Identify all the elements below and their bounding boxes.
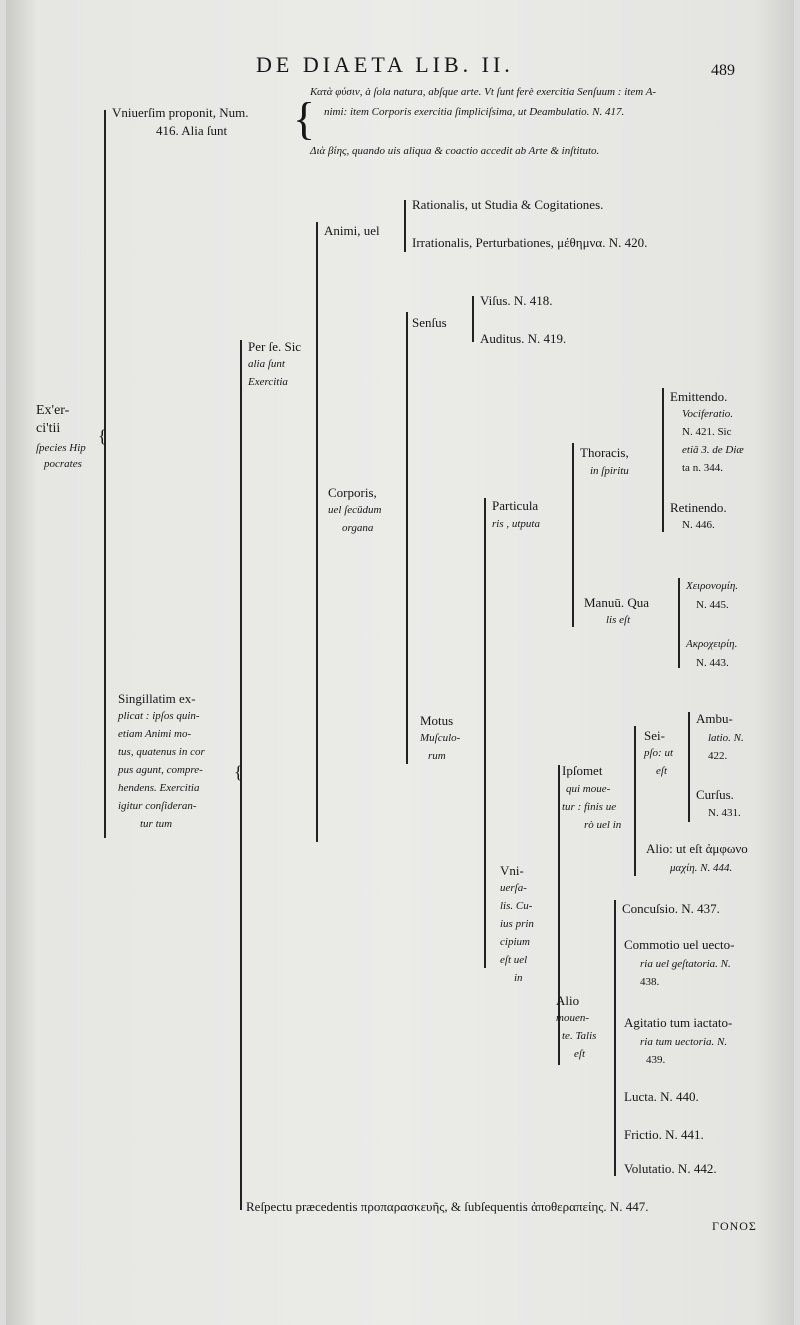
akrocheirie-2: N. 443. bbox=[696, 657, 729, 669]
corporis-l3: organa bbox=[342, 522, 374, 534]
per-se-l1: Per ſe. Sic bbox=[248, 339, 302, 354]
sensus-bracket bbox=[472, 296, 474, 342]
agitatio-1: Agitatio tum iactato- bbox=[624, 1015, 733, 1030]
alio-ut-2: μαχίη. N. 444. bbox=[670, 862, 733, 874]
particularis-l2: ris , utputa bbox=[492, 518, 540, 530]
seipso-bracket bbox=[688, 712, 690, 822]
cursus-2: N. 431. bbox=[708, 807, 741, 819]
agitatio-2: ria tum uectoria. N. bbox=[640, 1036, 728, 1048]
universim-line2: 416. Alia ſunt bbox=[156, 123, 228, 138]
animi-label: Animi, uel bbox=[324, 223, 380, 238]
alio-mouente-l2: mouen- bbox=[556, 1012, 589, 1024]
singillatim-l8: tur tum bbox=[140, 818, 173, 830]
universalis-l4: ius prin bbox=[500, 918, 534, 930]
ambulatio-2: latio. N. bbox=[708, 732, 744, 744]
alio-mouente-bracket bbox=[614, 900, 616, 1176]
singillatim-l5: pus agunt, compre- bbox=[118, 764, 203, 776]
emittendo-1: Emittendo. bbox=[670, 389, 728, 404]
particularis-l1: Particula bbox=[492, 498, 539, 513]
commotio-1: Commotio uel uecto- bbox=[624, 937, 735, 952]
alio-ut-1: Alio: ut eſt ἀμφωνο bbox=[646, 841, 748, 856]
chironomie-1: Χειρονομίη. bbox=[686, 580, 739, 592]
emittendo-5: ta n. 344. bbox=[682, 462, 723, 474]
corporis-l2: uel ſecūdum bbox=[328, 504, 382, 516]
alio-mouente-l4: eſt bbox=[574, 1048, 585, 1060]
root-line3: ſpecies Hip bbox=[36, 442, 86, 454]
particularis-bracket bbox=[572, 443, 574, 627]
page-number: 489 bbox=[711, 62, 735, 79]
universalis-l5: cipium bbox=[500, 936, 530, 948]
chironomie-2: N. 445. bbox=[696, 599, 729, 611]
seipso-l1: Sei- bbox=[644, 728, 665, 743]
universalis-l1: Vni- bbox=[500, 863, 524, 878]
singillatim-l3: etiam Animi mo- bbox=[118, 728, 192, 740]
thoracis-l2: in ſpiritu bbox=[590, 465, 629, 477]
universalis-l3: lis. Cu- bbox=[500, 900, 533, 912]
kata-physin-line1: Κατὰ φύσιν, à ſola natura, abſque arte. Vt ſunt ferè exercitia Senſuum : item A- bbox=[310, 86, 657, 98]
manuum-l2: lis eſt bbox=[606, 614, 631, 626]
per-se-l2: alia ſunt bbox=[248, 358, 285, 370]
alio-mouente-l3: te. Talis bbox=[562, 1030, 597, 1042]
per-se-l3: Exercitia bbox=[248, 376, 288, 388]
lucta: Lucta. N. 440. bbox=[624, 1089, 699, 1104]
retinendo-1: Retinendo. bbox=[670, 500, 727, 515]
universalis-l7: in bbox=[514, 972, 523, 984]
thoracis-bracket bbox=[662, 388, 664, 532]
catchword: ΓΟΝΟΣ bbox=[712, 1219, 757, 1233]
universalis-l6: eſt uel bbox=[500, 954, 528, 966]
ambulatio-3: 422. bbox=[708, 750, 728, 762]
universim-line1: Vniuerſim proponit, Num. bbox=[112, 105, 249, 120]
root-line4: pocrates bbox=[44, 458, 82, 470]
per-se-bracket bbox=[316, 222, 318, 842]
sensus-label: Senſus bbox=[412, 315, 447, 330]
motus-l2: Muſculo- bbox=[420, 732, 461, 744]
cursus-1: Curſus. bbox=[696, 787, 734, 802]
commotio-2: ria uel geſtatoria. N. bbox=[640, 958, 731, 970]
ipsomet-l4: rò uel in bbox=[584, 819, 622, 831]
akrocheirie-1: Ακροχειρίη. bbox=[686, 638, 738, 650]
motus-l3: rum bbox=[428, 750, 446, 762]
running-title: DE DIAETA LIB. II. bbox=[256, 52, 514, 77]
root-bracket-point: { bbox=[98, 426, 107, 446]
alio-mouente-l1: Alio bbox=[556, 993, 580, 1008]
sensus-auditus: Auditus. N. 419. bbox=[480, 331, 567, 346]
singillatim-l4: tus, quatenus in cor bbox=[118, 746, 205, 758]
animi-irrationalis: Irrationalis, Perturbationes, μέθημνα. N. 420. bbox=[412, 235, 648, 250]
root-bracket bbox=[104, 110, 106, 838]
ipsomet-l3: tur : finis ue bbox=[562, 801, 617, 813]
seipso-l2: pſo: ut bbox=[644, 747, 674, 759]
universalis-l2: uerſa- bbox=[500, 882, 527, 894]
respectu-line: Reſpectu præcedentis προπαρασκευῆς, & ſubſequentis ἀποθεραπείης. N. 447. bbox=[246, 1199, 649, 1214]
corporis-bracket bbox=[406, 312, 408, 764]
singillatim-l1: Singillatim ex- bbox=[118, 691, 196, 706]
universim-brace: { bbox=[293, 93, 316, 144]
dia-bies-line: Διὰ βίης, quando uis aliqua & coactio accedit ab Arte & inſtituto. bbox=[310, 145, 600, 157]
emittendo-2: Vociferatio. bbox=[682, 408, 734, 420]
agitatio-3: 439. bbox=[646, 1054, 666, 1066]
singillatim-bracket-point: { bbox=[234, 762, 243, 782]
singillatim-l2: plicat : ipſos quin- bbox=[118, 710, 200, 722]
commotio-3: 438. bbox=[640, 976, 660, 988]
frictio: Frictio. N. 441. bbox=[624, 1127, 704, 1142]
ambulatio-1: Ambu- bbox=[696, 711, 733, 726]
animi-bracket bbox=[404, 200, 406, 252]
motus-l1: Motus bbox=[420, 713, 454, 728]
manuum-l1: Manuū. Qua bbox=[584, 595, 649, 610]
concussio: Concuſsio. N. 437. bbox=[622, 901, 720, 916]
volutatio: Volutatio. N. 442. bbox=[624, 1161, 717, 1176]
seipso-l3: eſt bbox=[656, 765, 667, 777]
thoracis-l1: Thoracis, bbox=[580, 445, 629, 460]
animi-rationalis: Rationalis, ut Studia & Cogitationes. bbox=[412, 197, 604, 212]
manuum-bracket bbox=[678, 578, 680, 668]
retinendo-2: N. 446. bbox=[682, 519, 715, 531]
sensus-visus: Viſus. N. 418. bbox=[480, 293, 553, 308]
emittendo-3: N. 421. Sic bbox=[682, 426, 732, 438]
corporis-l1: Corporis, bbox=[328, 485, 377, 500]
kata-physin-line2: nimi: item Corporis exercitia ſimpliciſsima, ut Deambulatio. N. 417. bbox=[324, 106, 625, 118]
root-line2: ci'tii bbox=[36, 421, 61, 436]
book-page bbox=[6, 0, 794, 1325]
root-line1: Ex'er- bbox=[36, 403, 70, 418]
ipsomet-l1: Ipſomet bbox=[562, 763, 603, 778]
emittendo-4: etiā 3. de Diæ bbox=[682, 444, 744, 456]
singillatim-l6: hendens. Exercitia bbox=[118, 782, 200, 794]
ipsomet-bracket bbox=[634, 726, 636, 876]
singillatim-l7: igitur conſideran- bbox=[118, 800, 197, 812]
motus-bracket bbox=[484, 498, 486, 968]
ipsomet-l2: qui moue- bbox=[566, 783, 611, 795]
